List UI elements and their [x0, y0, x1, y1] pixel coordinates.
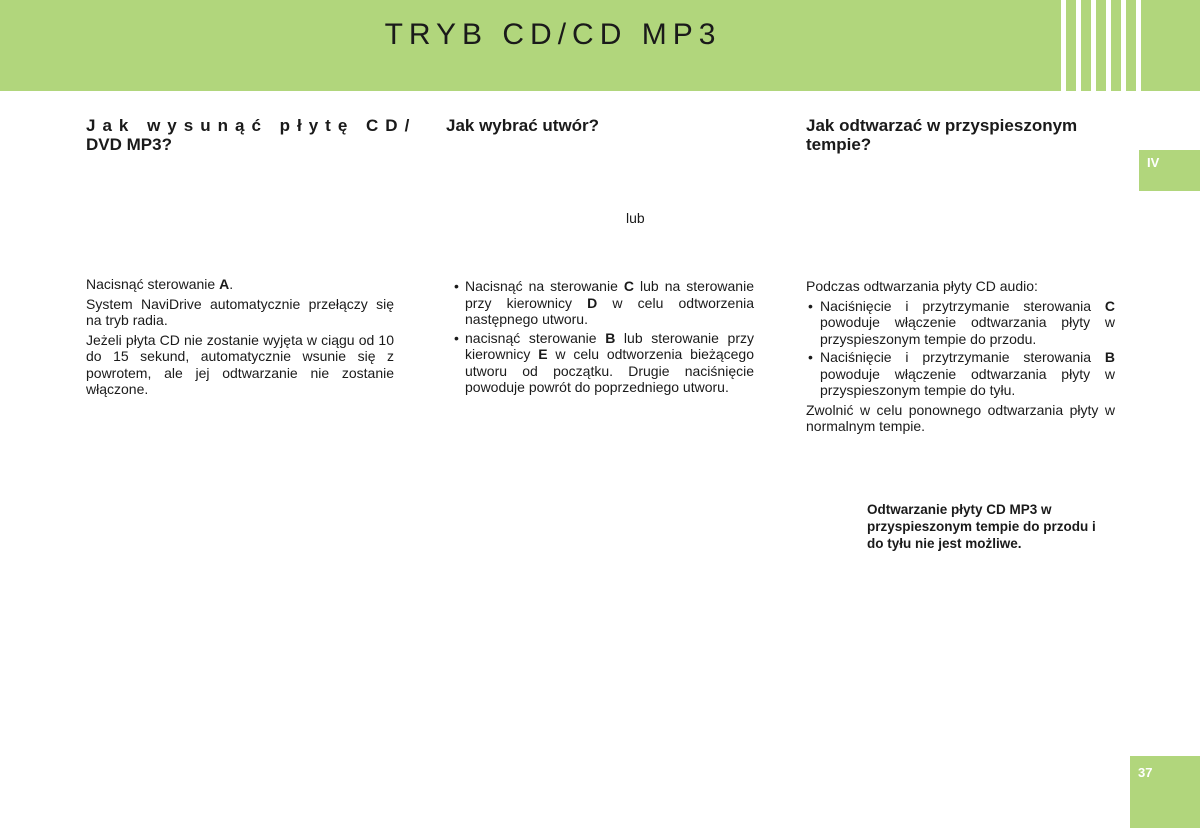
control-key: B	[1104, 349, 1115, 365]
section-heading-eject	[86, 116, 417, 154]
header-stripe	[1136, 0, 1141, 91]
page-title: TRYB CD/CD MP3	[384, 18, 722, 51]
fast-play-instructions	[806, 278, 1115, 438]
header-stripe	[1091, 0, 1096, 91]
list-item: • nacisnąć sterowanie B lub sterowanie przy kierownicy E w celu odtworzenia bieżącego utworu od początku. Drugie naciśnięcie powoduje powrót do poprzedniego utworu.	[452, 330, 754, 396]
list-item: • Naciśnięcie i przytrzymanie sterowania B powoduje włączenie odtwarzania płyty w przyspieszonym tempie do tyłu.	[806, 349, 1115, 399]
eject-instructions	[86, 276, 394, 401]
paragraph: Jeżeli płyta CD nie zostanie wyjęta w ciągu od 10 do 15 sekund, automatycznie wsunie się z powrotem, ale jej odtwarzanie nie zostanie włączone.	[86, 331, 394, 397]
control-key: A	[219, 276, 230, 292]
control-key: C	[1104, 297, 1115, 314]
header-stripe	[1061, 0, 1066, 91]
select-track-instructions	[452, 278, 754, 399]
paragraph: Nacisnąć sterowanie A.	[86, 276, 234, 292]
page-header	[0, 0, 1200, 91]
control-key: E	[538, 346, 548, 362]
paragraph: System NaviDrive automatycznie przełączy się na tryb radia.	[86, 295, 394, 328]
control-key: B	[605, 329, 616, 346]
control-key: C	[623, 278, 634, 294]
mp3-note: Odtwarzanie płyty CD MP3 w przyspieszonym tempie do przodu i do tyłu nie jest możliwe.	[867, 502, 1096, 551]
header-stripe	[1121, 0, 1126, 91]
list-item: • Naciśnięcie i przytrzymanie sterowania C powoduje włączenie odtwarzania płyty w przyspieszonym tempie do przodu.	[806, 298, 1115, 348]
list-item: • Nacisnąć na sterowanie C lub na sterowanie przy kierownicy D w celu odtworzenia następnego utworu.	[452, 278, 754, 328]
page-number-tab	[1130, 756, 1200, 828]
heading-line-1: Jak wysunąć płytę CD/	[86, 116, 417, 135]
chapter-number: IV	[1147, 155, 1160, 170]
paragraph: Podczas odtwarzania płyty CD audio:	[806, 278, 1038, 294]
bullet-list	[452, 278, 754, 396]
section-heading-select-track: Jak wybrać utwór?	[446, 116, 600, 135]
chapter-tab	[1139, 150, 1200, 191]
bullet-list	[806, 298, 1115, 399]
header-stripe	[1076, 0, 1081, 91]
control-key: D	[587, 294, 598, 311]
paragraph: Zwolnić w celu ponownego odtwarzania płyty w normalnym tempie.	[806, 401, 1115, 434]
page-number: 37	[1138, 765, 1153, 780]
header-stripe	[1106, 0, 1111, 91]
heading-line-2: DVD MP3?	[86, 135, 172, 154]
section-heading-fast-play: Jak odtwarzać w przyspieszonym tempie?	[806, 116, 1078, 154]
or-label: lub	[626, 210, 645, 226]
